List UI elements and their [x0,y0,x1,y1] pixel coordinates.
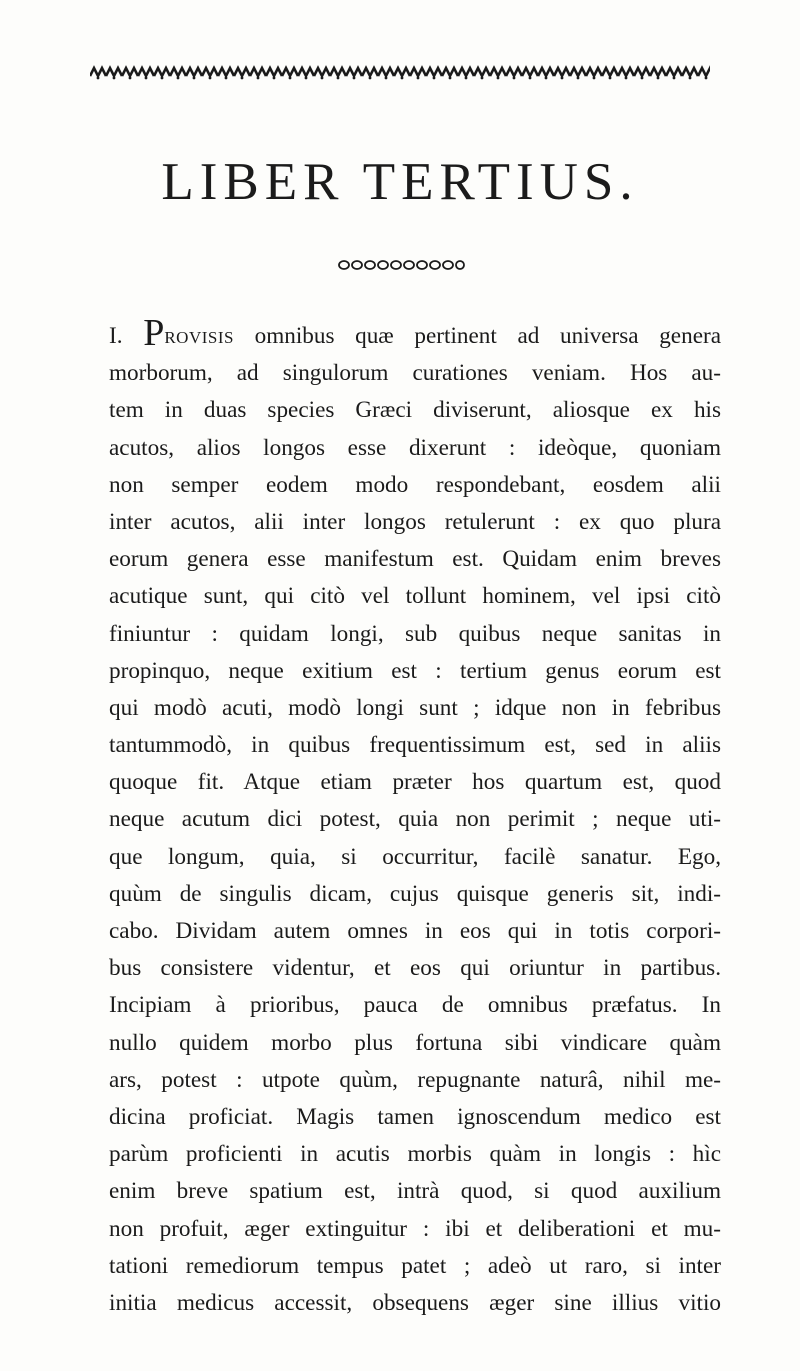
text-line: inter acutos, alii inter longos retulerunt : ex quo plura [109,508,721,535]
text-line: dicina proficiat. Magis tamen ignoscendum medico est [109,1103,721,1130]
text-line: ars, potest : utpote quùm, repugnante naturâ, nihil me- [109,1066,721,1093]
text-line: quoque fit. Atque etiam præter hos quartum est, quod [109,769,721,796]
small-caps-word: ROVISIS [164,328,234,347]
text-line: acutique sunt, qui citò vel tollunt hominem, vel ipsi citò [109,583,721,610]
body-paragraph [109,318,721,1322]
chapter-title: LIBER TERTIUS. [161,153,639,211]
text-line: quùm de singulis dicam, cujus quisque generis sit, indi- [109,880,721,907]
text-line: bus consistere videntur, et eos qui oriuntur in partibus. [109,955,721,982]
text-line: tantummodò, in quibus frequentissimum est, sed in aliis [109,732,721,759]
drop-cap: P [143,318,165,354]
text-line: Incipiam à prioribus, pauca de omnibus præfatus. In [109,992,721,1019]
text-line: que longum, quia, si occurritur, facilè sanatur. Ego, [109,843,721,870]
text-line: eorum genera esse manifestum est. Quidam enim breves [109,546,721,573]
text-line: tationi remediorum tempus patet ; adeò ut raro, si inter [109,1252,721,1279]
text-line: qui modò acuti, modò longi sunt ; idque non in febribus [109,694,721,721]
text-line: cabo. Dividam autem omnes in eos qui in totis corpori- [109,918,721,944]
text-line: parùm proficienti in acutis morbis quàm in longis : hìc [109,1141,721,1168]
text-line: enim breve spatium est, intrà quod, si quod auxilium [109,1178,721,1205]
text-line: initia medicus accessit, obsequens æger sine illius vitio [109,1289,721,1316]
text-line: neque acutum dici potest, quia non perimit ; neque uti- [109,806,721,833]
text-line: nullo quidem morbo plus fortuna sibi vindicare quàm [109,1029,721,1056]
text-line: acutos, alios longos esse dixerunt : ideòque, quoniam [109,434,721,461]
paragraph-number: I. [109,323,123,349]
first-line [109,318,721,355]
text-line: morborum, ad singulorum curationes veniam. Hos au- [109,360,721,387]
text-line: non profuit, æger extinguitur : ibi et deliberationi et mu- [109,1215,721,1242]
text-line: propinquo, neque exitium est : tertium genus eorum est [109,657,721,684]
text-line: tem in duas species Græci diviserunt, aliosque ex his [109,397,721,424]
chain-ornament [336,258,466,272]
text-line: non semper eodem modo respondebant, eosdem alii [109,471,721,498]
text-line: finiuntur : quidam longi, sub quibus neque sanitas in [109,620,721,647]
top-ornamental-border [90,62,710,84]
text-line: omnibus quæ pertinent ad universa genera [233,323,721,349]
